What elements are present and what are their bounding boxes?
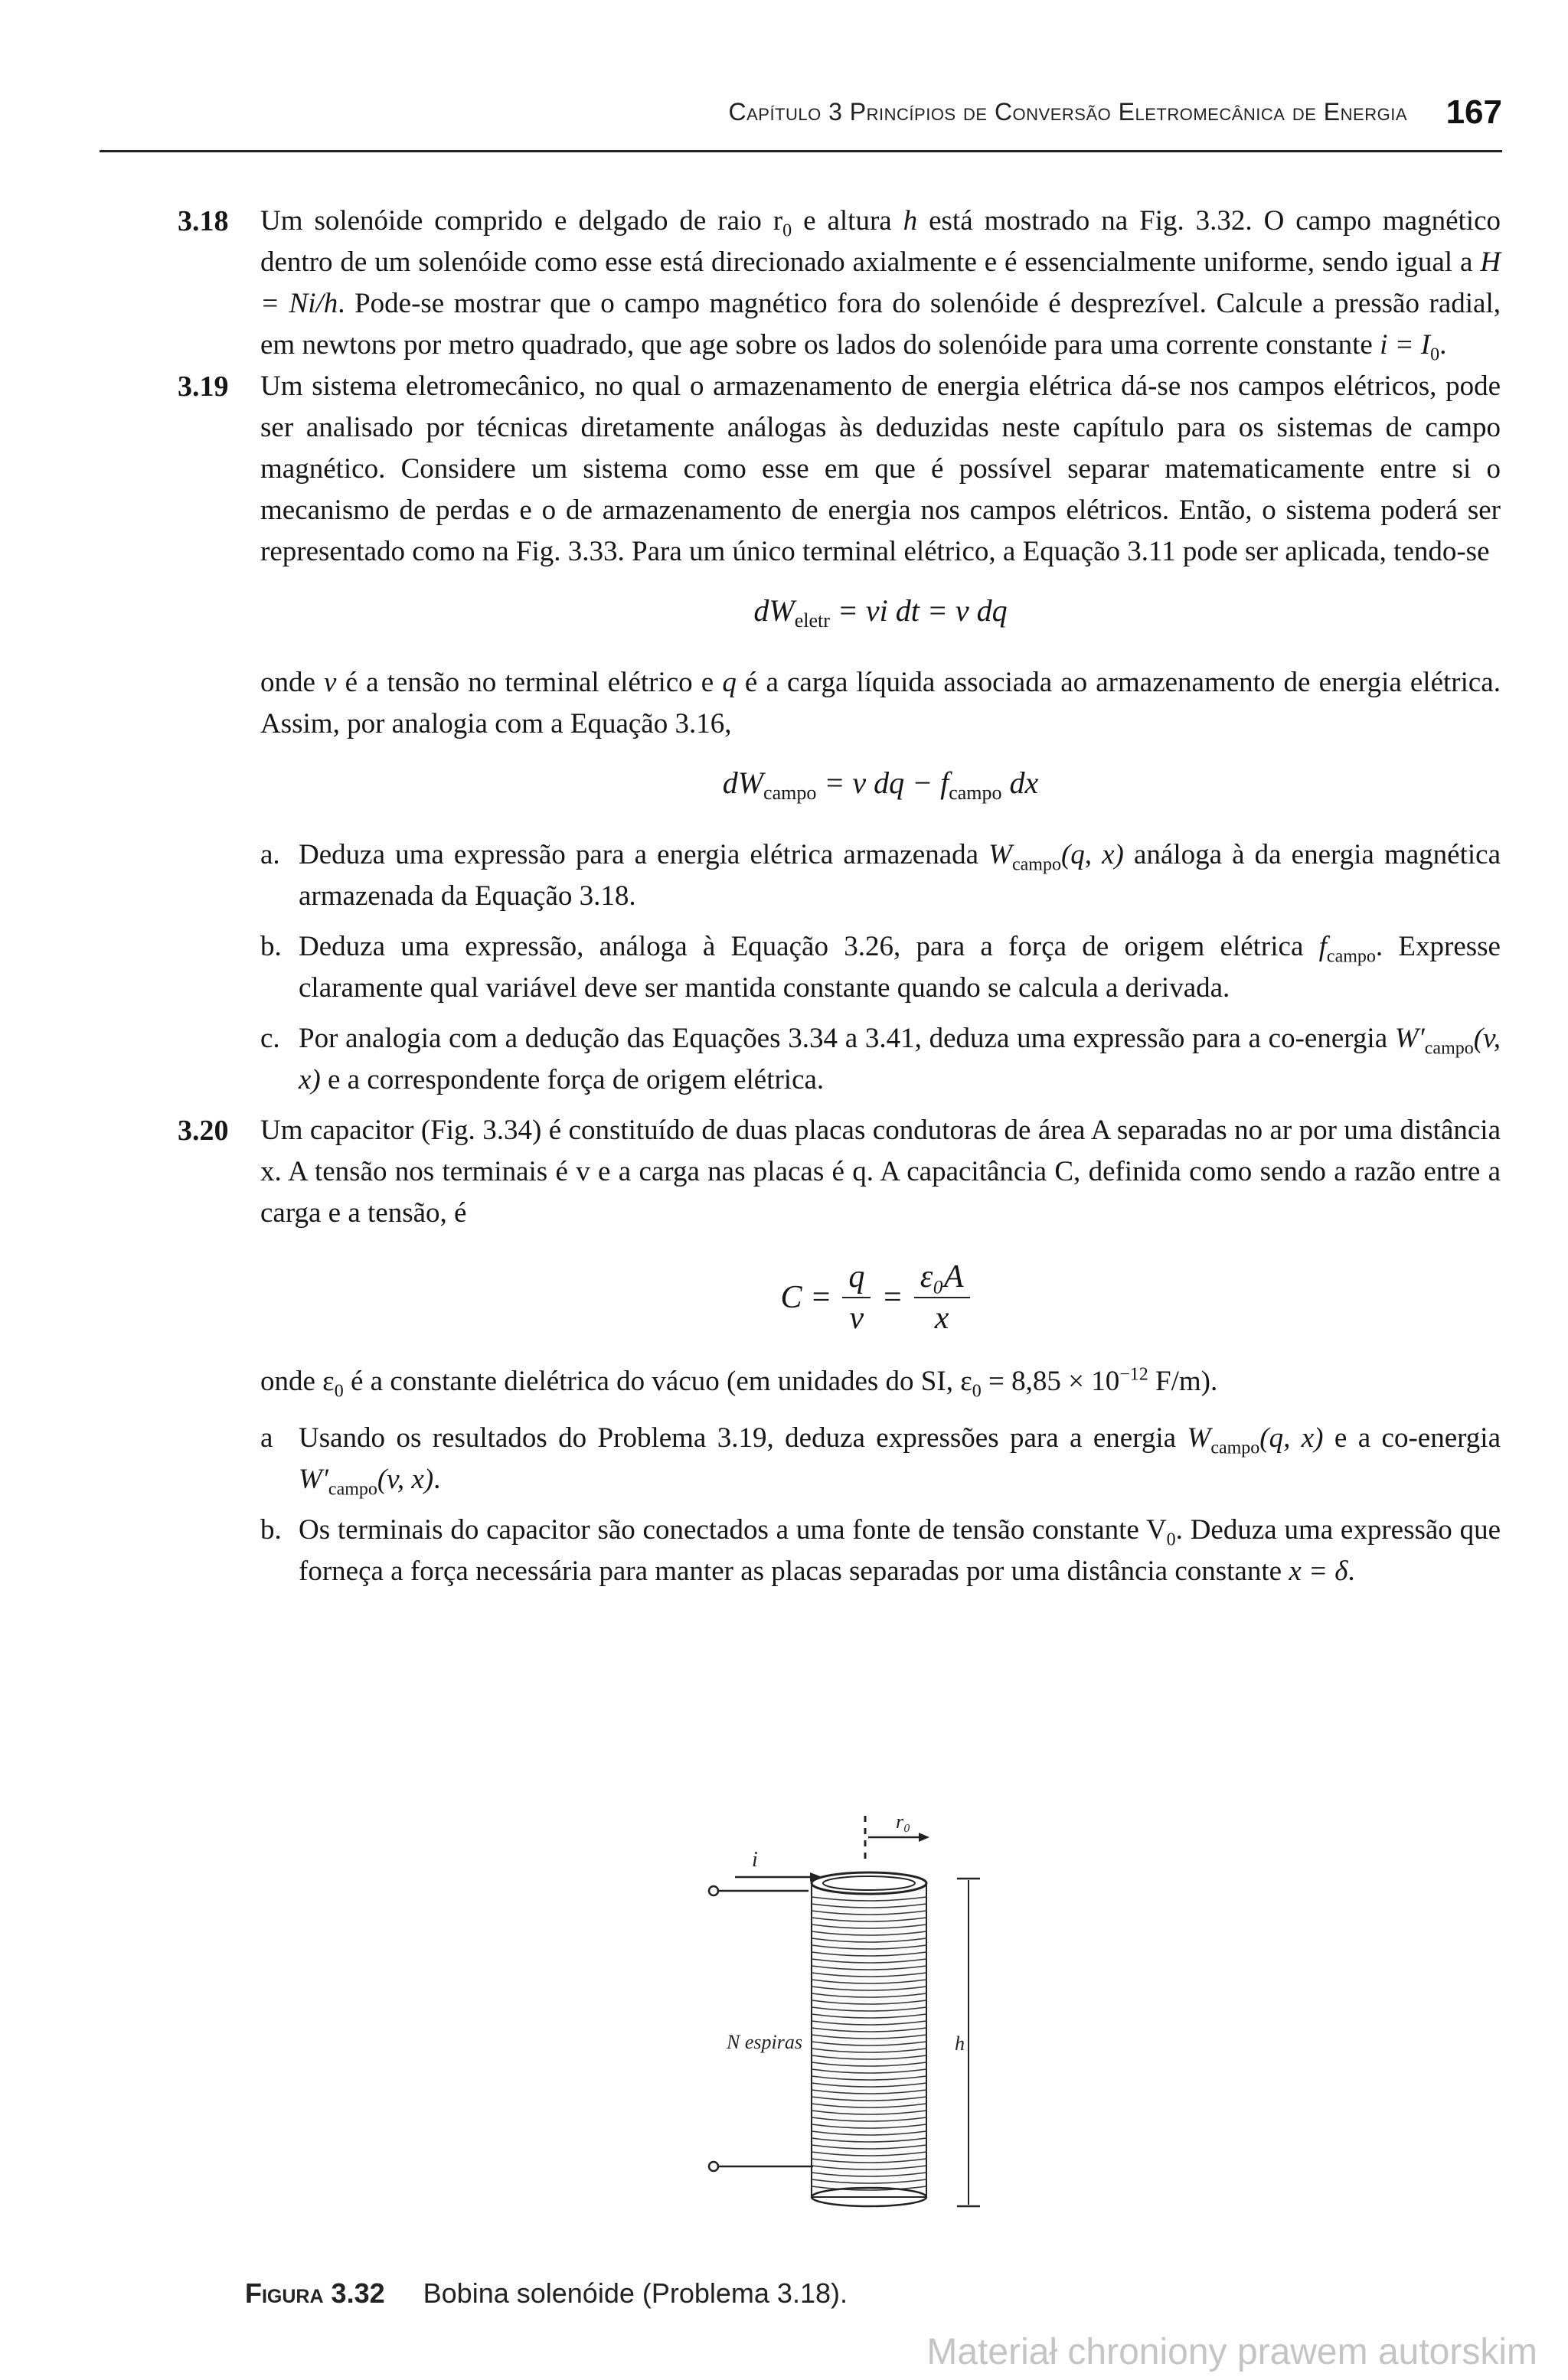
list-item: b. Os terminais do capacitor são conectados a uma fonte de tensão constante $V_0$. Deduza uma expressão que forneça a força necessária para manter as placas separadas por uma distância constante x = δ.: [260, 1514, 1501, 1587]
problem-number: 3.19: [178, 371, 229, 403]
page-number: 167: [1446, 93, 1502, 131]
equation-dw-eletr: $dW_{eletr}$ = vi dt = v dq: [753, 593, 1008, 632]
content: [178, 201, 1501, 1601]
problem-number: 3.20: [178, 1115, 229, 1147]
label-i: i: [752, 1848, 758, 1872]
equation-capacitance: C = $\frac{q}{v}$ = $\frac{\text{ε₀A}}{x}$: [260, 1248, 1501, 1347]
problem-3-20: [178, 1110, 1501, 1592]
r0-arrowhead: [919, 1833, 929, 1842]
top-terminal: [709, 1886, 718, 1895]
caption-label: Figura 3.32: [245, 2277, 385, 2309]
problem-mid-text: onde v é a tensão no terminal elétrico e q é a carga líquida associada ao armazenamento de energia elétrica. Assim, por analogia com a Equação 3.16,: [260, 667, 1501, 739]
problem-after-text: onde $\varepsilon_0$ é a constante dielétrica do vácuo (em unidades do SI, $\varepsilon_0 = 8,85 \times 10^{-12}$ F/m).: [260, 1364, 1218, 1402]
bottom-terminal: [709, 2162, 718, 2171]
solenoid-figure: [666, 1807, 1064, 2235]
list-item: c. Por analogia com a dedução das Equações 3.34 a 3.41, deduza uma expressão para a co-energia $W'_{campo}(v$, x) e a correspondente força de origem elétrica.: [260, 1023, 1501, 1095]
sub-items: [260, 834, 1501, 1101]
watermark: Materiał chroniony prawem autorskim: [926, 2332, 1537, 2372]
sub-items: [260, 1418, 1501, 1592]
problem-text: Um solenóide comprido e delgado de raio $r_0$ e altura h está mostrado na Fig. 3.32. O campo magnético dentro de um solenóide como esse está direcionado axialmente e é essencialmente uniforme, sendo igual a H = Ni/h. Pode-se mostrar que o campo magnético fora do solenóide é desprezível. Calcule a pressão radial, em newtons por metro quadrado, que age sobre os lados do solenóide para uma corrente constante $i = I_0$.: [260, 205, 1501, 365]
label-n-espiras: N espiras: [727, 2031, 802, 2053]
equation-dw-campo: $dW_{campo} = v$ dq − $f_{campo}$ dx: [722, 766, 1039, 804]
problem-intro: Um capacitor (Fig. 3.34) é constituído de duas placas condutoras de área A separadas no ar por uma distância x. A tensão nos terminais é v e a carga nas placas é q. A capacitância C, definida como sendo a razão entre a carga e a tensão, é: [260, 1115, 1501, 1229]
figure-caption: [245, 2277, 848, 2310]
problem-intro: Um sistema eletromecânico, no qual o armazenamento de energia elétrica dá-se nos campos elétricos, pode ser analisado por técnicas diretamente análogas às deduzidas neste capítulo para os sistemas de campo magnético. Considere um sistema como esse em que é possível separar matematicamente entre si o mecanismo de perdas e o de armazenamento de energia nos campos elétricos. Então, o sistema poderá ser representado como na Fig. 3.33. Para um único terminal elétrico, a Equação 3.11 pode ser aplicada, tendo-se: [260, 371, 1501, 567]
running-head: [100, 90, 1502, 152]
label-r0: r₀: [896, 1810, 911, 1833]
list-item: b. Deduza uma expressão, análoga à Equação 3.26, para a força de origem elétrica $f_{campo}$. Expresse claramente qual variável deve ser mantida constante quando se calcula a derivada.: [260, 931, 1501, 1004]
list-item: a Usando os resultados do Problema 3.19, deduza expressões para a energia $W_{campo}(q$, x) e a co-energia $W'_{campo}(v$, x).: [260, 1422, 1501, 1500]
list-item: a. Deduza uma expressão para a energia elétrica armazenada $W_{campo}(q$, x) análoga à da energia magnética armazenada da Equação 3.18.: [260, 839, 1501, 912]
problem-number: 3.18: [178, 205, 229, 237]
problem-3-19: [178, 366, 1501, 1101]
caption-text: Bobina solenóide (Problema 3.18).: [423, 2277, 848, 2309]
problem-3-18: [178, 201, 1501, 366]
label-h: h: [955, 2032, 965, 2055]
chapter-title: Capítulo 3 Princípios de Conversão Eletromecânica de Energia: [728, 98, 1407, 126]
coil-body: [812, 1883, 926, 2197]
